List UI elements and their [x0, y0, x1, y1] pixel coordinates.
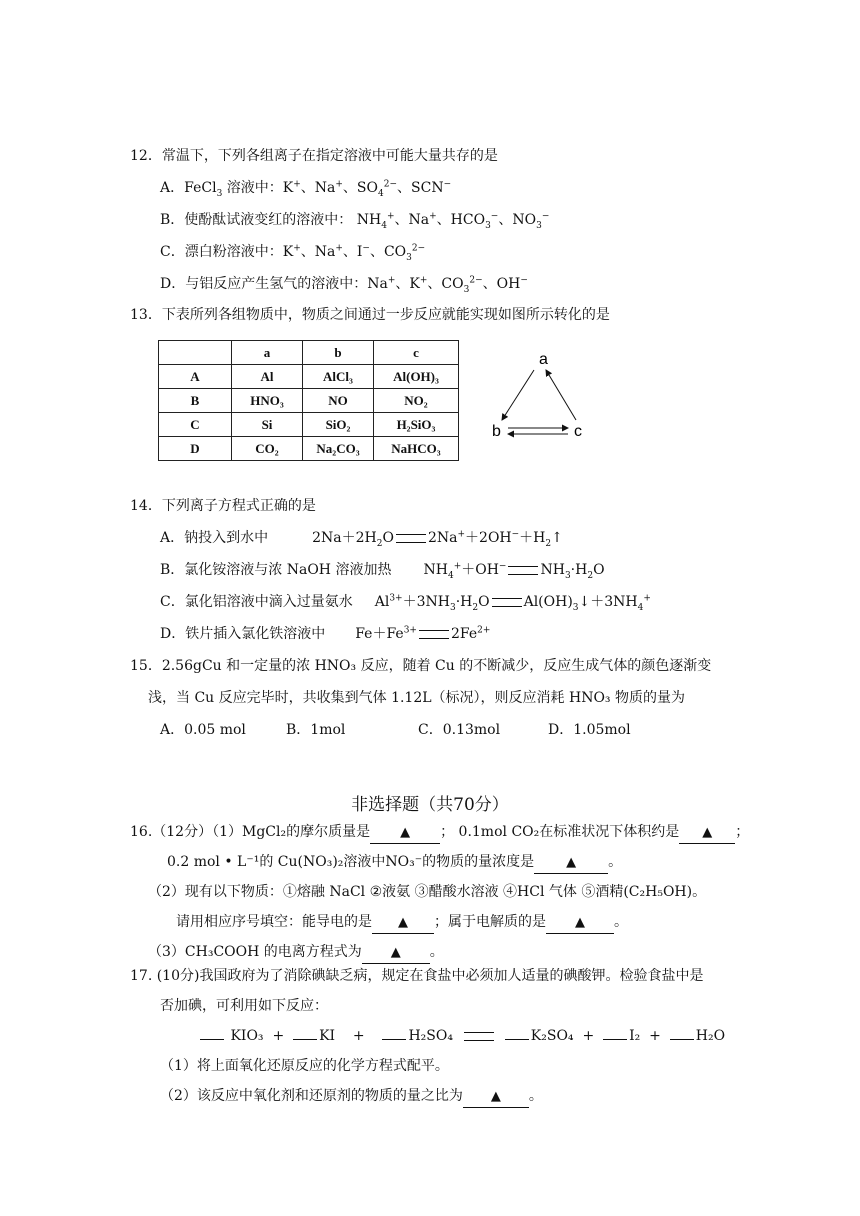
- q17-line2: 否加碘，可利用如下反应：: [160, 998, 328, 1014]
- coefficient-blank[interactable]: [670, 1039, 694, 1040]
- q12-stem: 12．常温下，下列各组离子在指定溶液中可能大量共存的是: [130, 148, 498, 164]
- answer-blank[interactable]: ▲: [534, 852, 608, 874]
- answer-blank[interactable]: ▲: [679, 822, 735, 844]
- q12-option-a: A．FeCl$_3$ 溶液中：K+、Na+、$SO_4^{2-}$、SCN−: [160, 179, 452, 199]
- diagram-node-b: b: [492, 423, 501, 440]
- table-header-row: [159, 341, 459, 365]
- table-header-cell: [159, 341, 232, 365]
- table-cell: C: [159, 413, 232, 437]
- q17-line5: （2）该反应中氧化剂和还原剂的物质的量之比为 ▲ 。: [160, 1086, 543, 1108]
- table-cell: HNO₃: [232, 389, 303, 413]
- q14-option-a: A．钠投入到水中 $2Na+2H_2O$ $2Na^++2OH^-+H_2↑$: [160, 529, 563, 549]
- table-cell: D: [159, 437, 232, 461]
- coefficient-blank[interactable]: [293, 1039, 317, 1040]
- q15-choice-d: D．1.05mol: [548, 722, 631, 738]
- q15-choice-a: A．0.05 mol: [160, 722, 246, 738]
- table-row: [159, 413, 459, 437]
- diagram-node-c: c: [574, 423, 582, 440]
- table-cell: Al: [232, 365, 303, 389]
- table-row: [159, 437, 459, 461]
- table-cell: NO₂: [374, 389, 459, 413]
- coefficient-blank[interactable]: [382, 1039, 406, 1040]
- answer-blank[interactable]: ▲: [372, 912, 434, 934]
- q17-line4: （1）将上面氧化还原反应的化学方程式配平。: [160, 1058, 449, 1074]
- q12-option-d: D．与铝反应产生氢气的溶液中：Na+、K+、$CO_3^{2-}$、OH−: [160, 275, 528, 295]
- answer-blank[interactable]: ▲: [463, 1086, 529, 1108]
- q14-option-c: C．氯化铝溶液中滴入过量氨水 $Al^{3+}+3NH_3\cdot H_2O$ $Al(OH)_3↓+3NH_4^+$: [160, 593, 651, 613]
- q16-line4: 请用相应序号填空：能导电的是 ▲ ；属于电解质的是 ▲ 。: [176, 912, 628, 934]
- section-title: 非选择题（共70分）: [351, 795, 509, 815]
- table-header-cell: c: [374, 341, 459, 365]
- q16-line2: 0.2 mol • L⁻¹的 Cu(NO₃)₂溶液中NO₃⁻的物质的量浓度是 ▲ 。: [167, 852, 622, 874]
- table-header-cell: a: [232, 341, 303, 365]
- answer-blank[interactable]: ▲: [546, 912, 614, 934]
- q13-table: [158, 340, 459, 461]
- coefficient-blank[interactable]: [603, 1039, 627, 1040]
- table-cell: AlCl₃: [303, 365, 374, 389]
- table-cell: B: [159, 389, 232, 413]
- q15-choice-c: C．0.13mol: [418, 722, 501, 738]
- answer-blank[interactable]: ▲: [370, 822, 440, 844]
- table-cell: NaHCO₃: [374, 437, 459, 461]
- table-cell: Si: [232, 413, 303, 437]
- q14-option-b: B．氯化铵溶液与浓 NaOH 溶液加热 $NH_4^++OH^-$ $NH_3\cdot H_2O$: [160, 561, 605, 581]
- table-cell: SiO₂: [303, 413, 374, 437]
- q14-option-d: D．铁片插入氯化铁溶液中 $Fe+Fe^{3+}$ $2Fe^{2+}$: [160, 625, 491, 642]
- q12-option-c: C．漂白粉溶液中：K+、Na+、I−、$CO_3^{2-}$: [160, 243, 426, 263]
- table-header-cell: b: [303, 341, 374, 365]
- q15-choice-b: B．1mol: [286, 722, 346, 738]
- table-row: [159, 389, 459, 413]
- q15-line1: 15．2.56gCu 和一定量的浓 HNO₃ 反应，随着 Cu 的不断减少，反应生成气体的颜色逐渐变: [130, 658, 712, 674]
- q16-line3: （2）现有以下物质：①熔融 NaCl ②液氨 ③醋酸水溶液 ④HCl 气体 ⑤酒精(C₂H₅OH)。: [148, 884, 707, 900]
- q17-line1: 17. (10分)我国政府为了消除碘缺乏病，规定在食盐中必须加人适量的碘酸钾。检验食盐中是: [130, 968, 704, 984]
- coefficient-blank[interactable]: [200, 1039, 224, 1040]
- table-cell: Na₂CO₃: [303, 437, 374, 461]
- q13-stem: 13．下表所列各组物质中，物质之间通过一步反应就能实现如图所示转化的是: [130, 307, 610, 323]
- conversion-triangle-diagram: [486, 346, 598, 448]
- q16-line1: 16.（12分）（1）MgCl₂的摩尔质量是 ▲ ； 0.1mol CO₂在标准状况下体积约是 ▲ ；: [130, 822, 749, 844]
- answer-blank[interactable]: ▲: [362, 942, 430, 964]
- table-cell: A: [159, 365, 232, 389]
- table-row: [159, 365, 459, 389]
- q12-option-b: B．使酚酞试液变红的溶液中： $NH_4^+$、Na+、$HCO_3^-$、$NO_3^-$: [160, 211, 550, 231]
- q15-line2: 浅，当 Cu 反应完毕时，共收集到气体 1.12L（标况），则反应消耗 HNO₃ 物质的量为: [148, 690, 685, 706]
- table-cell: H₂SiO₃: [374, 413, 459, 437]
- q17-equation: KIO₃ + KI + H₂SO₄ K₂SO₄ + I₂ + H₂O: [200, 1026, 725, 1046]
- diagram-node-a: a: [539, 351, 548, 368]
- q14-stem: 14．下列离子方程式正确的是: [130, 498, 316, 514]
- q16-line5: （3）CH₃COOH 的电离方程式为 ▲ 。: [148, 942, 444, 964]
- arrow-c-to-a: [546, 370, 576, 420]
- table-cell: NO: [303, 389, 374, 413]
- table-cell: CO₂: [232, 437, 303, 461]
- coefficient-blank[interactable]: [505, 1039, 529, 1040]
- table-cell: Al(OH)₃: [374, 365, 459, 389]
- arrow-a-to-b: [502, 370, 534, 420]
